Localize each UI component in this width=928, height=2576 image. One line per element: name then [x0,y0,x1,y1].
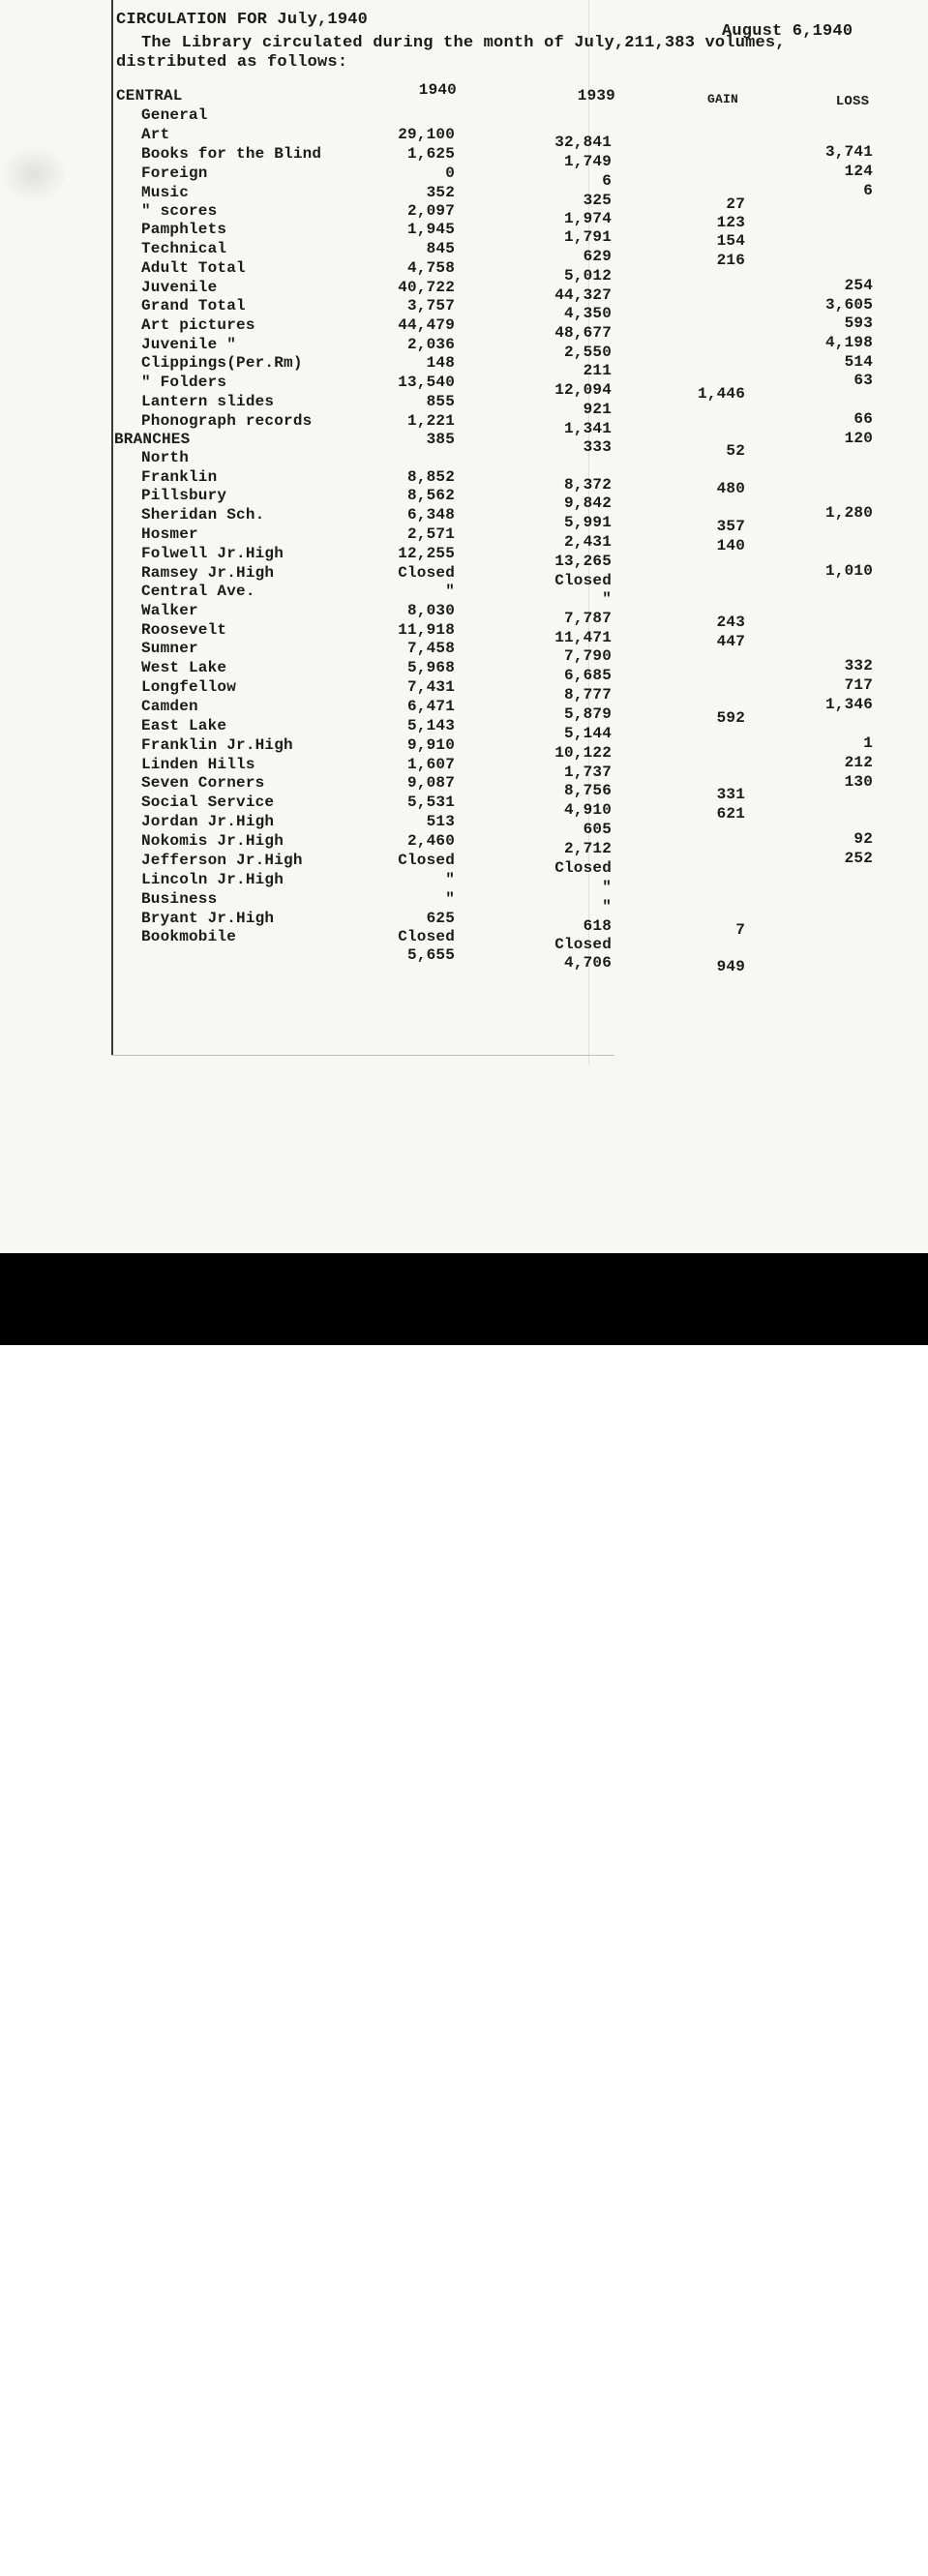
row-label: Franklin Jr.High [141,736,293,754]
cell-1939: 4,706 [563,954,612,972]
row-label: Lincoln Jr.High [141,871,284,888]
cell-1939: 325 [583,192,612,209]
cell-1939: 5,012 [563,267,612,285]
row-label: Camden [141,698,198,715]
row-label: Folwell Jr.High [141,545,284,562]
cell-1939: 13,265 [554,553,612,570]
cell-1939: 12,094 [554,381,612,399]
cell-1940: 40,722 [398,279,455,296]
row-label: Clippings(Per.Rm) [141,354,303,372]
cell-1940: 0 [445,165,455,182]
intro-line-2: distributed as follows: [116,53,348,72]
row-label: East Lake [141,717,227,734]
row-label: Ramsey Jr.High [141,564,275,582]
row-label: Music [141,184,190,201]
cell-1940: 8,852 [406,468,455,486]
cell-1940: 11,918 [398,621,455,639]
row-label: Nokomis Jr.High [141,832,284,850]
cell-loss: 212 [844,754,873,771]
cell-loss: 66 [853,410,873,428]
cell-1939: 7,787 [563,610,612,627]
cell-loss: 63 [853,372,873,389]
row-label: Technical [141,240,227,257]
cell-1940: 9,087 [406,774,455,792]
cell-1940: 3,757 [406,297,455,315]
row-label: Art pictures [141,316,255,334]
image-id: 3A8TKA2 [818,2530,893,2549]
row-label: Books for the Blind [141,145,322,163]
cell-1940: 1,625 [406,145,455,163]
cell-1940: 12,255 [398,545,455,562]
row-label: Bookmobile [141,928,237,945]
row-label: Foreign [141,165,208,182]
cell-1940: 2,097 [406,202,455,220]
cell-gain: 123 [716,214,745,231]
row-label: Sumner [141,640,198,657]
cell-loss: 120 [844,430,873,447]
cell-1939: 333 [583,438,612,456]
cell-loss: 1,346 [824,696,873,713]
row-label: Art [141,126,170,143]
cell-1940: 7,431 [406,678,455,696]
bottom-rule [111,1055,614,1056]
cell-loss: 6 [863,182,873,199]
cell-1940: Closed [398,564,455,582]
cell-gain: 592 [716,709,745,727]
cell-1939: 5,879 [563,705,612,723]
cell-loss: 3,741 [824,143,873,161]
cell-loss: 3,605 [824,296,873,314]
cell-1940: 5,143 [406,717,455,734]
cell-1939: " [602,898,612,915]
cell-gain: 480 [716,480,745,497]
cell-1940: 625 [426,910,455,927]
cell-1940: 6,348 [406,506,455,524]
cell-1939: 2,431 [563,533,612,551]
cell-1940: 845 [426,240,455,257]
left-margin-rule [111,0,113,1055]
row-label: Franklin [141,468,218,486]
cell-1940: 4,758 [406,259,455,277]
cell-1940: 44,479 [398,316,455,334]
row-label: Pamphlets [141,221,227,238]
cell-1939: " [602,590,612,608]
cell-1940: 352 [426,184,455,201]
column-header-1940: 1940 [418,81,457,99]
cell-gain: 331 [716,786,745,803]
cell-1939: Closed [554,859,612,877]
cell-gain: 52 [726,442,745,460]
row-label: Grand Total [141,297,246,315]
cell-loss: 1,280 [824,504,873,522]
cell-gain: 154 [716,232,745,250]
cell-gain: 7 [735,921,745,939]
cell-loss: 717 [844,676,873,694]
cell-loss: 593 [844,315,873,332]
cell-loss: 92 [853,830,873,848]
cell-1940: 385 [426,431,455,448]
row-label: Sheridan Sch. [141,506,265,524]
cell-1939: 8,372 [563,476,612,494]
row-label: Jefferson Jr.High [141,852,303,869]
cell-loss: 1,010 [824,562,873,580]
row-label: Central Ave. [141,583,255,600]
cell-loss: 514 [844,353,873,371]
row-label: Pillsbury [141,487,227,504]
cell-loss: 332 [844,657,873,674]
cell-gain: 27 [726,195,745,213]
cell-loss: 254 [844,277,873,294]
row-label: Bryant Jr.High [141,910,275,927]
cell-1939: 10,122 [554,744,612,762]
cell-1939: Closed [554,936,612,953]
cell-1940: " [445,583,455,600]
row-label: Jordan Jr.High [141,813,275,830]
row-label: Adult Total [141,259,246,277]
cell-1939: 1,974 [563,210,612,227]
row-label: Phonograph records [141,412,313,430]
column-header-1939: 1939 [577,87,615,105]
cell-1940: 1,221 [406,412,455,430]
cell-1940: 2,036 [406,336,455,353]
cell-1940: 5,531 [406,794,455,811]
cell-1940: 7,458 [406,640,455,657]
cell-gain: 621 [716,805,745,823]
row-label: Juvenile " [141,336,237,353]
watermark-banner [0,1253,928,2576]
row-label: Seven Corners [141,774,265,792]
cell-1939: 9,842 [563,494,612,512]
cell-1940: 8,030 [406,602,455,619]
cell-loss: 252 [844,850,873,867]
cell-1939: 32,841 [554,134,612,151]
cell-loss: 130 [844,773,873,791]
row-label: Business [141,890,218,908]
cell-1939: 211 [583,362,612,379]
cell-1940: " [445,871,455,888]
cell-1940: 29,100 [398,126,455,143]
intro-line-1: The Library circulated during the month of July,211,383 volumes, [141,34,786,52]
cell-1939: Closed [554,572,612,589]
row-label: Social Service [141,794,275,811]
row-label: Juvenile [141,279,218,296]
cell-1939: 921 [583,401,612,418]
cell-1940: 9,910 [406,736,455,754]
row-label: Lantern slides [141,393,275,410]
row-label: North [141,449,190,466]
row-label: Roosevelt [141,621,227,639]
cell-1940: Closed [398,928,455,945]
cell-1939: 48,677 [554,324,612,342]
cell-1939: " [602,879,612,896]
cell-loss: 124 [844,163,873,180]
cell-gain: 1,446 [697,385,745,403]
cell-1939: 8,756 [563,782,612,799]
column-header-gain: GAIN [706,92,738,106]
scanned-document-page [0,0,928,1253]
cell-1939: 618 [583,917,612,935]
cell-1940: 2,460 [406,832,455,850]
cell-gain: 216 [716,252,745,269]
row-label: Longfellow [141,678,237,696]
cell-1939: 2,550 [563,344,612,361]
row-label: Walker [141,602,198,619]
row-label: West Lake [141,659,227,676]
cell-1940: Closed [398,852,455,869]
cell-1940: 6,471 [406,698,455,715]
cell-1940: 148 [426,354,455,372]
row-label: Linden Hills [141,756,255,773]
cell-1939: 1,791 [563,228,612,246]
cell-1939: 7,790 [563,647,612,665]
cell-loss: 1 [863,734,873,752]
row-label: " Folders [141,374,227,391]
row-label: BRANCHES [114,431,191,448]
document-date: August 6,1940 [722,22,853,41]
row-label: CENTRAL [116,87,183,105]
cell-1939: 44,327 [554,286,612,304]
cell-1939: 1,749 [563,153,612,170]
cell-1939: 4,910 [563,801,612,819]
cell-1940: 8,562 [406,487,455,504]
cell-1939: 4,350 [563,305,612,322]
cell-1940: 5,968 [406,659,455,676]
cell-gain: 243 [716,614,745,631]
cell-1940: " [445,890,455,908]
cell-1939: 6,685 [563,667,612,684]
cell-gain: 949 [716,958,745,975]
cell-1939: 5,144 [563,725,612,742]
site-url: www.alamy.com [768,2553,893,2572]
cell-1940: 5,655 [406,946,455,964]
cell-gain: 447 [716,633,745,650]
scan-smudge [0,145,68,203]
cell-1940: 2,571 [406,525,455,543]
cell-1939: 11,471 [554,629,612,646]
cell-1939: 1,737 [563,764,612,781]
cell-1940: 1,607 [406,756,455,773]
document-title: CIRCULATION FOR July,1940 [116,11,369,29]
cell-1939: 5,991 [563,514,612,531]
row-label: General [141,106,208,124]
cell-1939: 629 [583,248,612,265]
cell-gain: 140 [716,537,745,554]
row-label: " scores [141,202,218,220]
cell-1939: 1,341 [563,420,612,437]
cell-1940: 1,945 [406,221,455,238]
cell-loss: 4,198 [824,334,873,351]
cell-gain: 357 [716,518,745,535]
alamy-logo: alamy [41,2527,180,2576]
row-label: Hosmer [141,525,198,543]
cell-1940: 513 [426,813,455,830]
column-header-loss: LOSS [835,94,870,109]
cell-1939: 8,777 [563,686,612,704]
cell-1939: 2,712 [563,840,612,857]
cell-1940: 855 [426,393,455,410]
cell-1939: 6 [602,172,612,190]
cell-1939: 605 [583,821,612,838]
cell-1940: 13,540 [398,374,455,391]
